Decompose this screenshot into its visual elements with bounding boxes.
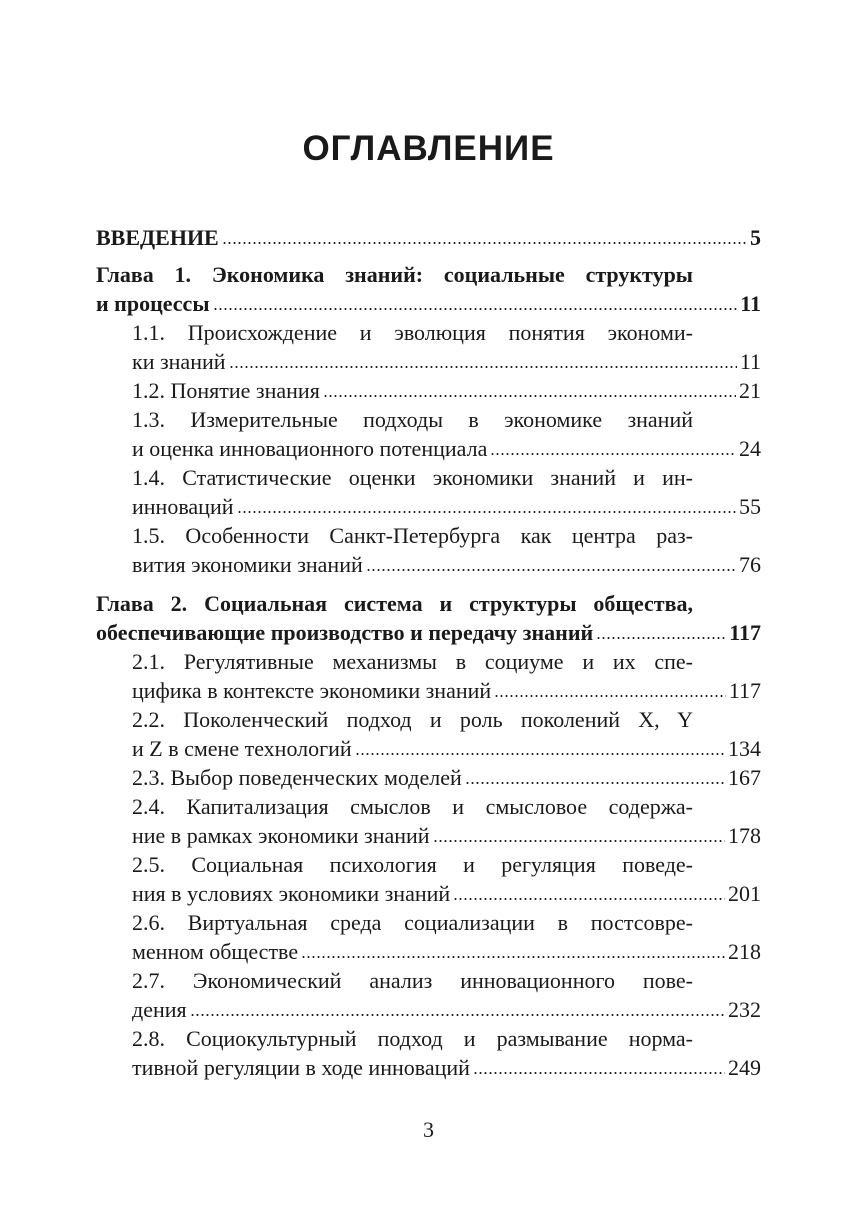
dot-leader	[213, 308, 738, 310]
dot-leader	[473, 1072, 725, 1074]
dot-leader	[453, 898, 725, 900]
toc-entry-title: 1.2. Понятие знания	[132, 378, 320, 403]
toc-entry-title-cont: инноваций	[132, 494, 234, 519]
toc-entry-title-cont: ние в рамках экономики знаний	[132, 823, 430, 848]
toc-entry-title-cont: вития экономики знаний	[132, 552, 363, 577]
toc-entry-title: 2.8. Социокультурный подход и размывание норма-	[132, 1026, 693, 1051]
toc-page-number: 21	[739, 378, 761, 403]
toc-entry-title-cont: ния в условиях экономики знаний	[132, 881, 451, 906]
toc-entry-2-5[interactable]	[96, 850, 761, 908]
toc-entry-title: 1.3. Измерительные подходы в экономике знаний	[132, 407, 693, 432]
dot-leader	[490, 453, 736, 455]
toc-page-number: 11	[740, 291, 761, 316]
toc-entry-2-3[interactable]	[96, 763, 761, 792]
toc-entry-title: 2.1. Регулятивные механизмы в социуме и их спе-	[132, 649, 693, 674]
dot-leader	[355, 753, 725, 755]
dot-leader	[237, 511, 736, 513]
toc-entry-2-1[interactable]	[96, 647, 761, 705]
dot-leader	[229, 366, 737, 368]
dot-leader	[433, 840, 725, 842]
toc-page-number: 5	[750, 225, 761, 250]
toc-entry-title-cont: и Z в смене технологий	[132, 736, 352, 761]
toc-entry-title: ВВЕДЕНИЕ	[96, 225, 219, 250]
dot-leader	[366, 569, 736, 571]
toc-entry-1-3[interactable]	[96, 405, 761, 463]
toc-entry-introduction[interactable]	[96, 223, 761, 252]
table-of-contents	[96, 223, 761, 1082]
toc-entry-title: 1.5. Особенности Санкт-Петербурга как центра раз-	[132, 523, 693, 548]
toc-entry-1-2[interactable]	[96, 376, 761, 405]
toc-entry-chapter-1[interactable]	[96, 260, 761, 318]
toc-entry-title-cont: и оценка инновационного потенциала	[132, 436, 488, 461]
toc-page-number: 167	[728, 765, 761, 790]
toc-entry-2-2[interactable]	[96, 705, 761, 763]
toc-entry-chapter-2[interactable]	[96, 589, 761, 647]
toc-entry-2-8[interactable]	[96, 1024, 761, 1082]
toc-entry-title-cont: тивной регуляции в ходе инноваций	[132, 1055, 470, 1080]
toc-entry-1-5[interactable]	[96, 521, 761, 579]
toc-entry-title: 2.4. Капитализация смыслов и смысловое содержа-	[132, 794, 693, 819]
dot-leader	[323, 395, 736, 397]
dot-leader	[301, 956, 725, 958]
toc-entry-title-cont: цифика в контексте экономики знаний	[132, 678, 492, 703]
dot-leader	[596, 637, 726, 639]
toc-entry-title: 2.7. Экономический анализ инновационного пове-	[132, 968, 693, 993]
toc-entry-title: Глава 1. Экономика знаний: социальные структуры	[96, 262, 693, 287]
dot-leader	[494, 695, 726, 697]
toc-entry-2-6[interactable]	[96, 908, 761, 966]
toc-page-number: 11	[739, 349, 761, 374]
toc-page-number: 178	[728, 823, 761, 848]
toc-page-number: 232	[728, 997, 761, 1022]
toc-entry-2-4[interactable]	[96, 792, 761, 850]
toc-page-number: 117	[728, 678, 761, 703]
toc-page-number: 134	[728, 736, 761, 761]
page-title: ОГЛАВЛЕНИЕ	[302, 129, 555, 168]
toc-entry-title-cont: дения	[132, 997, 187, 1022]
toc-entry-title: 1.4. Статистические оценки экономики знаний и ин-	[132, 465, 693, 490]
toc-entry-title-cont: обеспечивающие производство и передачу знаний	[96, 620, 594, 645]
toc-entry-title-cont: менном обществе	[132, 939, 299, 964]
toc-entry-title: 2.3. Выбор поведенческих моделей	[132, 765, 462, 790]
toc-entry-1-4[interactable]	[96, 463, 761, 521]
dot-leader	[222, 242, 747, 244]
toc-page-number: 24	[739, 436, 761, 461]
toc-entry-title: 1.1. Происхождение и эволюция понятия экономи-	[132, 320, 693, 345]
toc-entry-title-cont: ки знаний	[132, 349, 226, 374]
toc-page-number: 117	[729, 620, 761, 645]
toc-page-number: 55	[739, 494, 761, 519]
dot-leader	[190, 1014, 725, 1016]
toc-entry-1-1[interactable]	[96, 318, 761, 376]
page-number: 3	[423, 1117, 434, 1142]
toc-page-number: 249	[728, 1055, 761, 1080]
toc-entry-title: 2.6. Виртуальная среда социализации в постсовре-	[132, 910, 693, 935]
toc-entry-title: 2.2. Поколенческий подход и роль поколений X, Y	[132, 707, 693, 732]
toc-page-number: 218	[728, 939, 761, 964]
toc-page-number: 201	[728, 881, 761, 906]
toc-entry-title-cont: и процессы	[96, 291, 210, 316]
toc-entry-2-7[interactable]	[96, 966, 761, 1024]
toc-entry-title: Глава 2. Социальная система и структуры общества,	[96, 591, 693, 616]
toc-page-number: 76	[739, 552, 761, 577]
dot-leader	[465, 782, 725, 784]
toc-entry-title: 2.5. Социальная психология и регуляция поведе-	[132, 852, 693, 877]
